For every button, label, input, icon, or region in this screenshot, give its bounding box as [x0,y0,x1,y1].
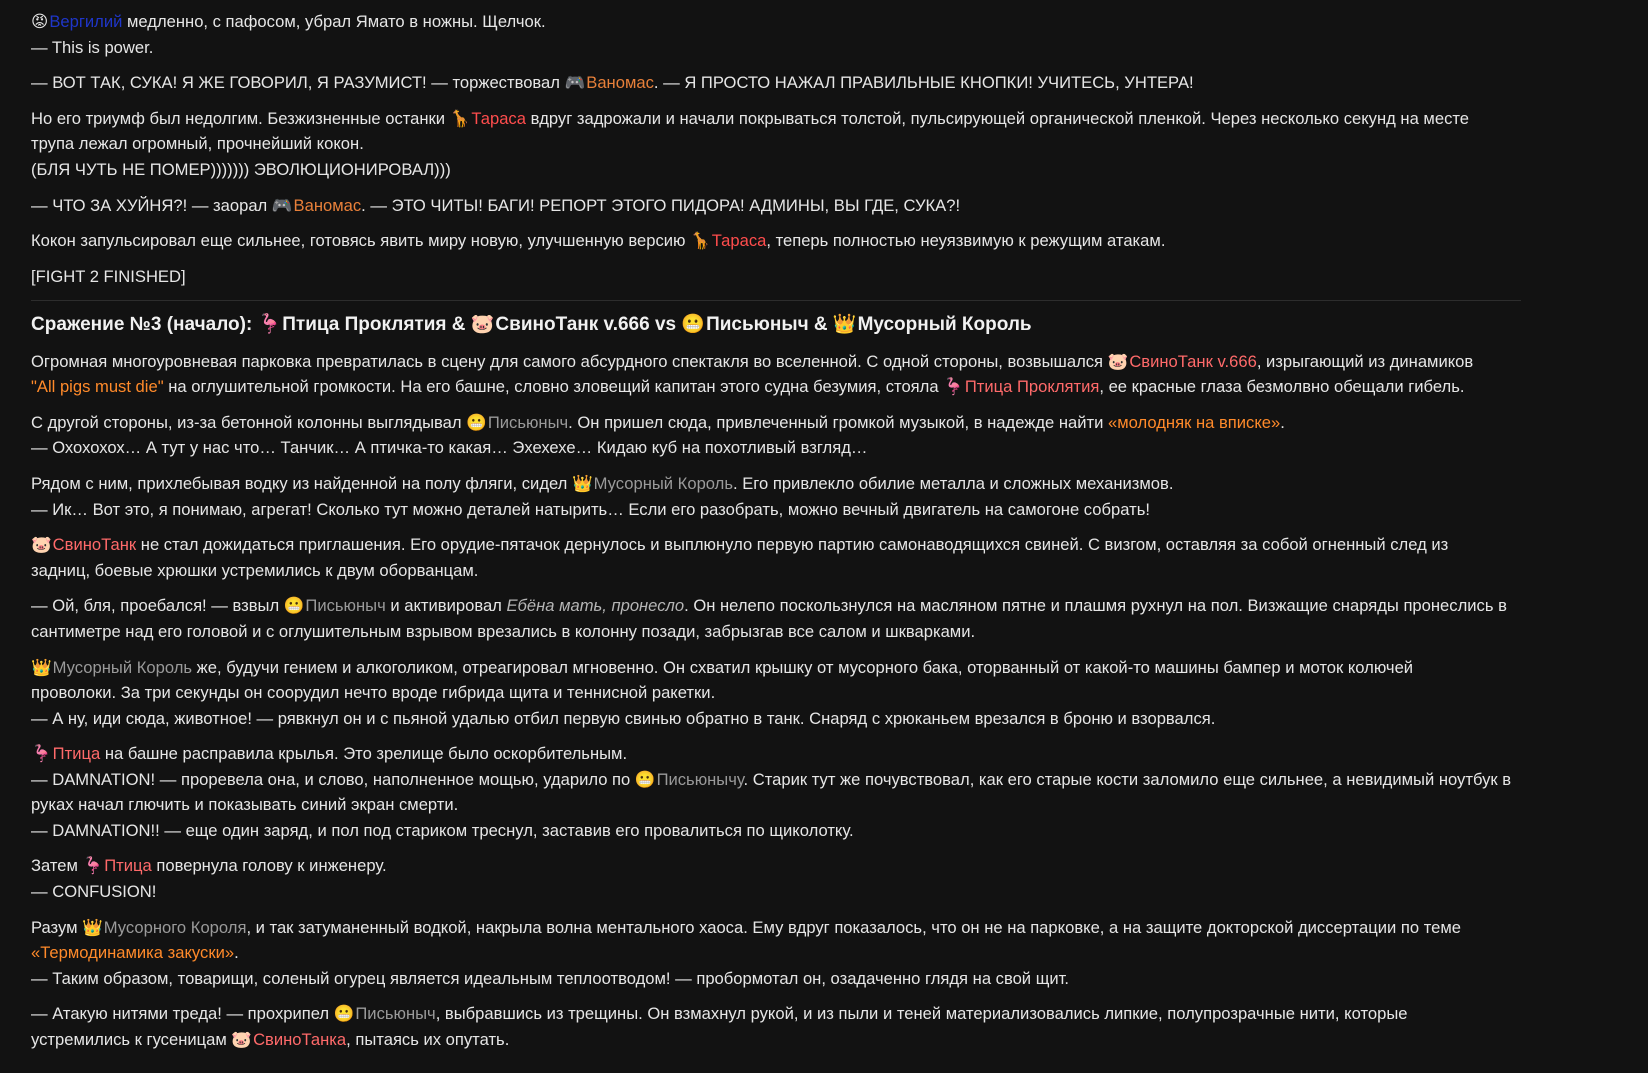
emoji-icon: 🎮 [271,195,293,215]
text-segment: СвиноТанк v.666 vs [495,313,682,335]
character-name-mention: Тараса [711,231,767,251]
text-segment: и активировал [385,596,507,616]
text-segment: не стал дожидаться приглашения. Его орудие-пятачок дернулось и выплюнуло первую партию самонаводящихся свиней. С визгом, оставляя за собой огненный след из [136,535,1449,555]
text-line [31,157,1621,183]
text-line [31,680,1621,706]
text-segment: (БЛЯ ЧУТЬ НЕ ПОМЕР))))))) ЭВОЛЮЦИОНИРОВАЛ))) [31,159,451,179]
message-paragraph [31,471,1621,522]
text-segment: — Охохохох… А тут у нас что… Танчик… А птичка-то какая… Эхехехе… Кидаю куб на похотливый взгляд… [31,438,868,458]
text-segment: [FIGHT 2 FINISHED] [31,266,186,286]
text-line [31,792,1621,818]
text-segment: , изрыгающий из динамиков [1256,351,1474,371]
text-segment: — This is power. [31,37,154,57]
text-segment: Рядом с ним, прихлебывая водку из найденной на полу фляги, сидел [31,474,572,493]
text-segment: — А ну, иди сюда, животное! — рявкнул он и с пьяной удалью отбил первую свинью обратно в танк. Снаряд с хрюканьем врезался в броню и взорвался. [31,708,1216,728]
text-line [31,879,1621,905]
text-line [31,558,1621,584]
character-name-mention: СвиноТанк v.666 [1129,351,1257,371]
emoji-icon: 🦩 [31,744,52,764]
text-segment: Но его триумф был недолгим. Безжизненные останки [31,108,450,128]
text-segment: — DAMNATION!! — еще один заряд, и пол под стариком треснул, заставив его провалиться по щиколотку. [31,820,854,840]
text-segment: задниц, боевые хрюшки устремились к двум оборванцам. [31,560,479,580]
text-line [31,228,1621,254]
text-line [31,264,1621,290]
message-paragraph [31,9,1621,60]
emoji-icon: 😬 [466,412,487,432]
text-line [31,853,1621,879]
text-line [31,311,1621,339]
text-line [31,655,1621,681]
text-segment: , теперь полностью неуязвимую к режущим атакам. [766,231,1166,251]
character-name-mention: Ваномас [586,73,654,93]
text-line [31,193,1621,219]
text-line [31,374,1621,400]
emoji-icon: 👑 [31,657,52,677]
text-segment: . [234,943,239,963]
text-line [31,9,1621,35]
text-segment: повернула голову к инженеру. [151,856,387,876]
emoji-icon: 🦩 [82,856,104,876]
text-line [31,70,1621,96]
text-segment: проволоки. За три секунды он соорудил нечто вроде гибрида щита и теннисной ракетки. [31,683,716,703]
emoji-icon: 😡 [31,12,49,31]
text-line [31,410,1621,436]
character-name-mention: «Термодинамика закуски» [31,943,235,963]
text-segment: Мусорный Король [857,313,1032,335]
text-segment: Сражение №3 (начало): [31,313,258,335]
character-name-mention: Ебёна мать, пронесло [506,596,685,616]
text-segment: , выбравшись из трещины. Он взмахнул рукой, и из пыли и теней материализовались липкие, полупрозрачные нити, которые [435,1004,1408,1024]
text-segment: Письюныч & [706,313,833,335]
emoji-icon: 🦩 [943,377,964,397]
character-name-mention: «молодняк на вписке» [1108,412,1281,432]
text-segment: трупа лежал огромный, прочнейший кокон. [31,134,364,154]
emoji-icon: 🐷 [470,313,495,335]
text-segment: . — ЭТО ЧИТЫ! БАГИ! РЕПОРТ ЭТОГО ПИДОРА! АДМИНЫ, ВЫ ГДЕ, СУКА?! [361,195,961,215]
text-segment: . Он нелепо поскользнулся на масляном пятне и плашмя рухнул на пол. Визжащие снаряды пронеслись в [684,596,1507,616]
text-line [31,940,1621,966]
text-segment: устремились к гусеницам [31,1029,232,1049]
text-line [31,497,1621,523]
text-line [31,1001,1621,1027]
message-paragraph [31,349,1621,400]
message-paragraph [31,853,1621,904]
message-paragraph [31,915,1621,992]
text-segment: на башне расправила крылья. Это зрелище было оскорбительным. [100,744,628,764]
character-name-mention: Тараса [471,108,526,128]
character-name-mention: Птица Проклятия [964,377,1100,397]
character-name-mention: СвиноТанка [253,1029,347,1049]
text-segment: . Он пришел сюда, привлеченный громкой музыкой, в надежде найти [568,412,1109,432]
emoji-icon: 👑 [82,917,103,937]
message-paragraph [31,106,1621,183]
text-segment: Затем [31,856,83,876]
character-name-mention: Письюнычу [656,769,744,789]
text-line [31,767,1621,793]
message-paragraph [31,593,1621,644]
text-segment: , ее красные глаза безмолвно обещали гибель. [1099,377,1465,397]
text-segment: , пытаясь их опутать. [346,1029,510,1049]
emoji-icon: 🦒 [449,108,471,128]
emoji-icon: 🐷 [31,535,52,555]
message-paragraph [31,193,1621,219]
text-segment: Огромная многоуровневая парковка превратилась в сцену для самого абсурдного спектакля во вселенной. С одной стороны, возвышался [31,351,1108,371]
emoji-icon: 😬 [333,1004,355,1024]
text-segment: на оглушительной громкости. На его башне, словно зловещий капитан этого судна безумия, стояла [163,377,944,397]
emoji-icon: 😬 [634,769,656,789]
character-name-mention: Птица [52,744,101,764]
text-segment: — Таким образом, товарищи, соленый огурец является идеальным теплоотводом! — пробормотал он, озадаченно глядя на свой щит. [31,968,1069,988]
text-line [31,741,1621,767]
text-segment: С другой стороны, из-за бетонной колонны выглядывал [31,412,467,432]
text-segment: Разум [31,917,83,937]
text-segment: . Старик тут же почувствовал, как его старые кости заломило еще сильнее, а невидимый ноутбук в [743,769,1512,789]
text-line [31,1027,1621,1053]
emoji-icon: 😬 [283,596,305,616]
message-paragraph [31,1001,1621,1052]
message-paragraph [31,264,1621,290]
text-line [31,532,1621,558]
message-paragraph [31,741,1621,843]
text-segment: . Его привлекло обилие металла и сложных механизмов. [733,474,1174,493]
text-segment: — DAMNATION! — проревела она, и слово, наполненное мощью, ударило по [31,769,635,789]
text-segment: . — Я ПРОСТО НАЖАЛ ПРАВИЛЬНЫЕ КНОПКИ! УЧИТЕСЬ, УНТЕРА! [653,73,1194,93]
text-line [31,915,1621,941]
text-segment: — Ой, бля, проебался! — взвыл [31,596,284,616]
character-name-mention: Письюныч [305,596,386,616]
emoji-icon: 🐷 [231,1029,253,1049]
text-line [31,35,1621,61]
chat-message-content [31,9,1621,1063]
text-line [31,593,1621,619]
text-segment: руках начал глючить и показывать синий экран смерти. [31,795,459,815]
section-divider [31,300,1521,301]
message-paragraph [31,655,1621,732]
emoji-icon: 🦒 [690,231,711,251]
text-segment: — Атакую нитями треда! — прохрипел [31,1004,334,1024]
character-name-mention: Письюныч [355,1004,436,1024]
character-name-mention: СвиноТанк [52,535,137,555]
text-line [31,435,1621,461]
text-line [31,131,1621,157]
text-segment: вдруг задрожали и начали покрываться толстой, пульсирующей органической пленкой. Через несколько секунд на месте [525,108,1470,128]
text-line [31,619,1621,645]
text-line [31,966,1621,992]
emoji-icon: 😬 [681,313,706,335]
text-line [31,471,1621,497]
message-paragraph [31,532,1621,583]
text-line [31,106,1621,132]
message-paragraph [31,70,1621,96]
character-name-mention: Мусорного Короля [103,917,247,937]
character-name-mention: Птица [104,856,152,876]
character-name-mention: Ваномас [293,195,362,215]
character-name-mention: "All pigs must die" [31,377,164,397]
character-name-mention: Мусорный Король [52,657,193,677]
text-segment: . [1280,412,1285,432]
text-segment: , и так затуманенный водкой, накрыла волна ментального хаоса. Ему вдруг показалось, что он не на парковке, а на защите докторской диссертации по теме [246,917,1461,937]
character-name-mention: Мусорный Король [593,474,734,493]
emoji-icon: 🦩 [257,313,282,335]
message-paragraph [31,410,1621,461]
emoji-icon: 👑 [832,313,857,335]
emoji-icon: 🎮 [564,73,586,93]
text-segment: Птица Проклятия & [282,313,471,335]
text-segment: — ЧТО ЗА ХУЙНЯ?! — заорал [31,195,272,215]
text-segment: — Ик… Вот это, я понимаю, агрегат! Сколько тут можно деталей натырить… Если его разобрать, можно вечный двигатель на самогоне собрать! [31,499,1150,519]
text-segment: же, будучи гением и алкоголиком, отреагировал мгновенно. Он схватил крышку от мусорного бака, оторванный от какой-то машины бампер и моток колючей [192,657,1414,677]
emoji-icon: 🐷 [1107,351,1129,371]
text-line [31,818,1621,844]
text-segment: сантиметре над его головой и с оглушительным взрывом врезались в колонну позади, забрызгав все салом и шкварками. [31,621,976,641]
character-name-mention: Вергилий [49,12,123,31]
character-name-mention: Письюныч [487,412,569,432]
text-line [31,349,1621,375]
section-heading [31,311,1621,339]
text-segment: — CONFUSION! [31,881,157,901]
emoji-icon: 👑 [571,474,593,493]
text-segment: медленно, с пафосом, убрал Ямато в ножны. Щелчок. [122,12,546,31]
message-paragraph [31,228,1621,254]
text-segment: Кокон запульсировал еще сильнее, готовясь явить миру новую, улучшенную версию [31,231,691,251]
text-segment: — ВОТ ТАК, СУКА! Я ЖЕ ГОВОРИЛ, Я РАЗУМИСТ! — торжествовал [31,73,565,93]
text-line [31,706,1621,732]
